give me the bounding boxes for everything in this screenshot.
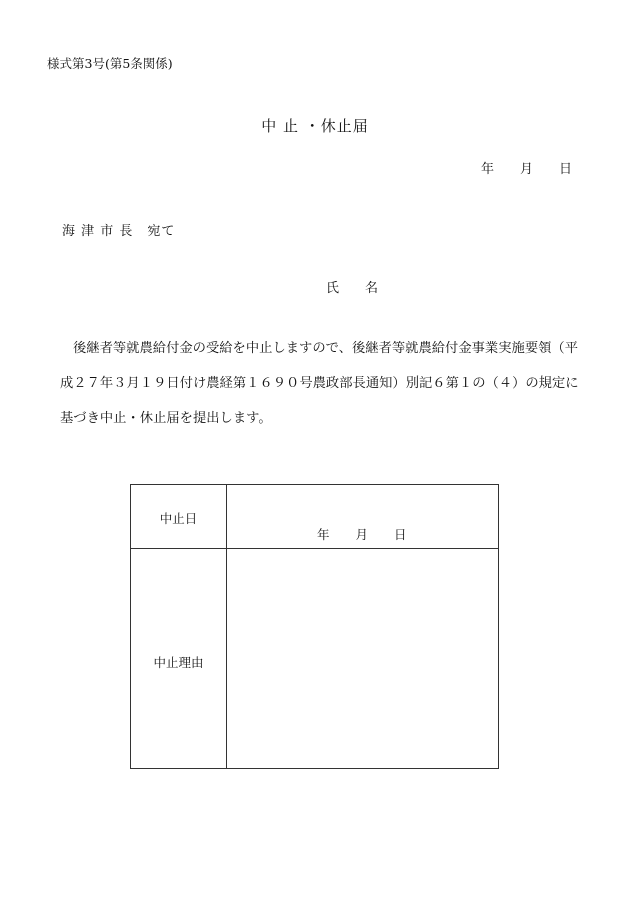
date-day: 日: [558, 162, 572, 177]
stop-reason-label: 中止理由: [153, 655, 204, 670]
applicant-name[interactable]: [326, 277, 378, 296]
stop-date-label: 中止日: [159, 511, 198, 526]
applicant-label-1: 氏: [326, 281, 340, 296]
stop-date-month: 月: [355, 527, 369, 542]
stop-reason-field[interactable]: [227, 549, 498, 768]
addressee: 海 津 市 長 宛て: [62, 224, 176, 239]
stop-date-day: 日: [394, 527, 407, 542]
stop-date-year: 年: [317, 527, 330, 542]
stop-form-table: [130, 484, 499, 769]
submission-date[interactable]: [481, 158, 572, 177]
stop-date-field[interactable]: [317, 525, 407, 543]
form-number: 様式第3号(第5条関係): [47, 56, 173, 71]
body-text: 後継者等就農給付金の受給を中止しますので、後継者等就農給付金事業実施要領（平成２７年３月１９日付け農経第１６９０号農政部長通知）別記６第１の（４）の規定に基づき中止・休止届を提出します。: [60, 341, 579, 426]
applicant-label-2: 名: [365, 281, 379, 296]
document-title: 中 止 ・休止届: [261, 117, 369, 135]
date-year: 年: [480, 162, 494, 177]
date-month: 月: [519, 162, 533, 177]
